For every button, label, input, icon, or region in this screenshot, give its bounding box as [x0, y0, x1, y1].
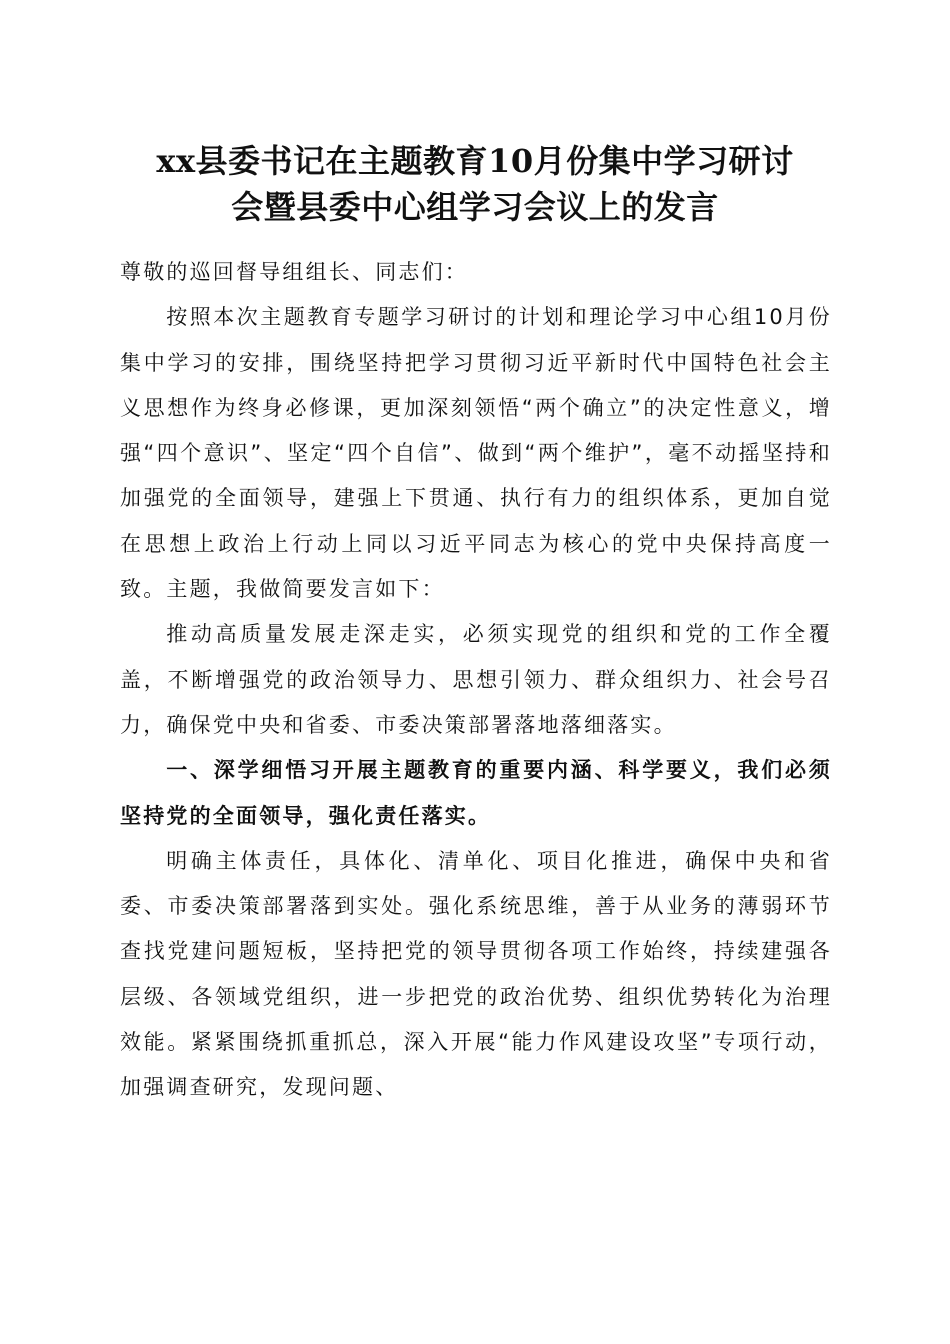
- document-body: [120, 250, 832, 1111]
- paragraph-1: 按照本次主题教育专题学习研讨的计划和理论学习中心组10月份集中学习的安排，围绕坚持把学习贯彻习近平新时代中国特色社会主义思想作为终身必修课，更加深刻领悟“两个确立”的决定性意义，增强“四个意识”、坚定“四个自信”、做到“两个维护”，毫不动摇坚持和加强党的全面领导，建强上下贯通、执行有力的组织体系，更加自觉在思想上政治上行动上同以习近平同志为核心的党中央保持高度一致。主题，我做简要发言如下：: [120, 305, 832, 602]
- title-line-2: 会暨县委中心组学习会议上的发言: [231, 188, 719, 226]
- section-heading-1: 一、深学细悟习开展主题教育的重要内涵、科学要义，我们必须坚持党的全面领导，强化责任落实。: [120, 758, 832, 828]
- document-title: [60, 138, 890, 230]
- title-line-1: xx县委书记在主题教育10月份集中学习研讨: [156, 142, 794, 180]
- paragraph-3: 明确主体责任，具体化、清单化、项目化推进，确保中央和省委、市委决策部署落到实处。强化系统思维，善于从业务的薄弱环节查找党建问题短板，坚持把党的领导贯彻各项工作始终，持续建强各层级、各领域党组织，进一步把党的政治优势、组织优势转化为治理效能。紧紧围绕抓重抓总，深入开展“能力作风建设攻坚”专项行动，加强调查研究，发现问题、: [120, 848, 832, 1100]
- paragraph-2: 推动高质量发展走深走实，必须实现党的组织和党的工作全覆盖，不断增强党的政治领导力、思想引领力、群众组织力、社会号召力，确保党中央和省委、市委决策部署落地落细落实。: [120, 622, 832, 737]
- salutation: 尊敬的巡回督导组组长、同志们：: [120, 260, 468, 284]
